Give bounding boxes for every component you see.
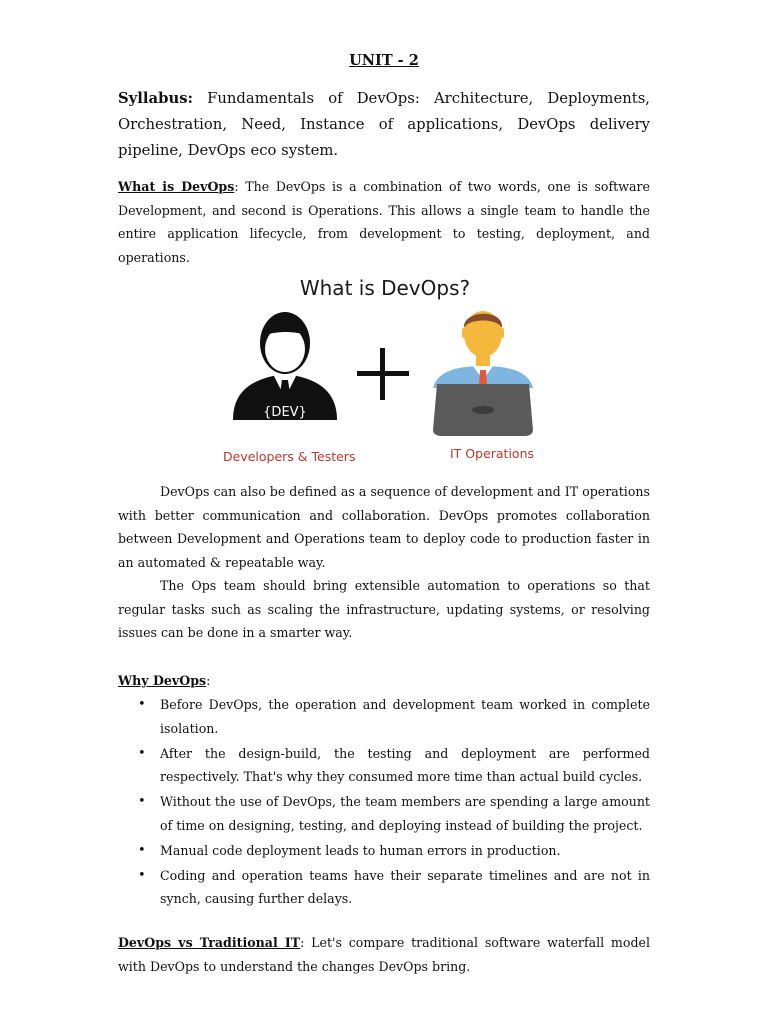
what-is-devops-heading: What is DevOps	[118, 179, 235, 194]
syllabus-label: Syllabus:	[118, 90, 194, 107]
what-is-devops-text: : The DevOps is a combination of two words, one is software Development, and second is Operations. This allows a single team to handle the entire application lifecycle, from development to testing, deployment, and operations.	[118, 179, 650, 265]
laptop-icon	[433, 384, 533, 436]
why-devops-heading: Why DevOps	[118, 673, 207, 688]
devops-figure	[221, 270, 549, 470]
why-devops-colon: :	[206, 673, 211, 688]
devops-illustration	[221, 270, 549, 470]
what-is-devops-paragraph	[118, 175, 650, 269]
list-item: • After the design-build, the testing and deployment are performed respectively. That's why they consumed more time than actual build cycles.	[118, 742, 650, 789]
plus-icon	[357, 348, 409, 400]
syllabus-text: Fundamentals of DevOps: Architecture, Deployments, Orchestration, Need, Instance of applications, DevOps delivery pipeline, DevOps eco system.	[118, 90, 650, 159]
developer-icon	[233, 312, 337, 420]
figure-title: What is DevOps?	[299, 276, 471, 300]
syllabus-paragraph	[118, 86, 650, 164]
list-item: • Manual code deployment leads to human errors in production.	[118, 839, 650, 863]
devops-vs-traditional-paragraph	[118, 931, 650, 978]
page-title: UNIT - 2	[349, 52, 419, 69]
caption-developers-testers: Developers & Testers	[223, 449, 356, 464]
dev-badge: {DEV}	[263, 405, 307, 420]
list-item: • Coding and operation teams have their separate timelines and are not in synch, causing further delays.	[118, 864, 650, 911]
caption-it-operations: IT Operations	[450, 446, 535, 461]
why-devops-heading-line	[118, 669, 650, 693]
devops-definition-paragraph: DevOps can also be defined as a sequence of development and IT operations with better communication and collaboration. DevOps promotes collaboration between Development and Operations team to deploy code to production faster in an automated & repeatable way.	[118, 484, 650, 570]
operations-person-icon	[433, 311, 533, 388]
devops-vs-traditional-text: : Let's compare traditional software waterfall model with DevOps to understand the changes DevOps bring.	[118, 935, 650, 974]
why-devops-list	[118, 693, 650, 912]
list-item: • Without the use of DevOps, the team members are spending a large amount of time on designing, testing, and deploying instead of building the project.	[118, 790, 650, 837]
devops-vs-traditional-heading: DevOps vs Traditional IT	[118, 935, 301, 950]
ops-team-paragraph: The Ops team should bring extensible automation to operations so that regular tasks such as scaling the infrastructure, updating systems, or resolving issues can be done in a smarter way.	[118, 578, 650, 640]
list-item: • Before DevOps, the operation and development team worked in complete isolation.	[118, 693, 650, 740]
